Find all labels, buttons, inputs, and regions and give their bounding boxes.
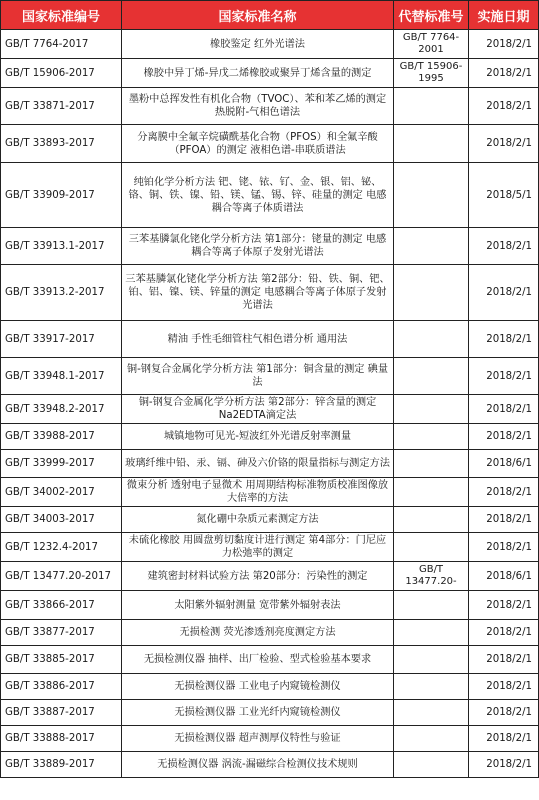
table-row xyxy=(1,533,539,562)
standard-number-cell: GB/T 33889-2017 xyxy=(1,752,122,778)
standard-number-cell: GB/T 33887-2017 xyxy=(1,700,122,726)
replaced-standard-cell xyxy=(394,478,469,507)
standard-number-cell: GB/T 33888-2017 xyxy=(1,726,122,752)
implementation-date-cell: 2018/2/1 xyxy=(469,674,539,700)
header-name: 国家标准名称 xyxy=(122,1,394,30)
standard-name-cell: 橡胶中异丁烯-异戊二烯橡胶或聚异丁烯含量的测定 xyxy=(122,59,394,88)
table-row xyxy=(1,591,539,620)
standard-number-cell: GB/T 33913.2-2017 xyxy=(1,265,122,321)
standard-name-cell: 墨粉中总挥发性有机化合物（TVOC）、苯和苯乙烯的测定 热脱附-气相色谱法 xyxy=(122,88,394,125)
standard-name-cell: 纯铂化学分析方法 钯、铑、铱、钌、金、银、铝、铋、铬、铜、铁、镍、铅、镁、锰、锡、锌、硅量的测定 电感耦合等离子体质谱法 xyxy=(122,163,394,228)
implementation-date-cell: 2018/2/1 xyxy=(469,358,539,395)
standard-number-cell: GB/T 33871-2017 xyxy=(1,88,122,125)
standard-number-cell: GB/T 33877-2017 xyxy=(1,620,122,646)
header-date: 实施日期 xyxy=(469,1,539,30)
implementation-date-cell: 2018/6/1 xyxy=(469,562,539,591)
table-header xyxy=(1,1,539,30)
header-row xyxy=(1,1,539,30)
standard-name-cell: 城镇地物可见光-短波红外光谱反射率测量 xyxy=(122,424,394,450)
table-row xyxy=(1,562,539,591)
standard-name-cell: 橡胶鉴定 红外光谱法 xyxy=(122,30,394,59)
implementation-date-cell: 2018/2/1 xyxy=(469,507,539,533)
standard-name-cell: 分离膜中全氟辛烷磺酰基化合物（PFOS）和全氟辛酸（PFOA）的测定 液相色谱-串联质谱法 xyxy=(122,125,394,163)
standard-number-cell: GB/T 33885-2017 xyxy=(1,646,122,674)
table-row xyxy=(1,424,539,450)
replaced-standard-cell xyxy=(394,163,469,228)
standard-number-cell: GB/T 33917-2017 xyxy=(1,321,122,358)
standard-name-cell: 无损检测仪器 超声测厚仪特性与验证 xyxy=(122,726,394,752)
table-body xyxy=(1,30,539,778)
standard-number-cell: GB/T 34002-2017 xyxy=(1,478,122,507)
standard-number-cell: GB/T 33999-2017 xyxy=(1,450,122,478)
implementation-date-cell: 2018/2/1 xyxy=(469,478,539,507)
standard-name-cell: 太阳紫外辐射测量 宽带紫外辐射表法 xyxy=(122,591,394,620)
implementation-date-cell: 2018/2/1 xyxy=(469,321,539,358)
replaced-standard-cell xyxy=(394,620,469,646)
implementation-date-cell: 2018/2/1 xyxy=(469,591,539,620)
replaced-standard-cell xyxy=(394,228,469,265)
replaced-standard-cell xyxy=(394,424,469,450)
standard-name-cell: 无损检测仪器 工业电子内窥镜检测仪 xyxy=(122,674,394,700)
implementation-date-cell: 2018/2/1 xyxy=(469,646,539,674)
replaced-standard-cell xyxy=(394,125,469,163)
standard-number-cell: GB/T 33913.1-2017 xyxy=(1,228,122,265)
table-row xyxy=(1,59,539,88)
standard-number-cell: GB/T 1232.4-2017 xyxy=(1,533,122,562)
table-row xyxy=(1,358,539,395)
replaced-standard-cell: GB/T 15906-1995 xyxy=(394,59,469,88)
standard-name-cell: 精油 手性毛细管柱气相色谱分析 通用法 xyxy=(122,321,394,358)
header-number: 国家标准编号 xyxy=(1,1,122,30)
standard-name-cell: 三苯基膦氯化铑化学分析方法 第1部分：铑量的测定 电感耦合等离子体原子发射光谱法 xyxy=(122,228,394,265)
table-row xyxy=(1,478,539,507)
table-row xyxy=(1,88,539,125)
implementation-date-cell: 2018/2/1 xyxy=(469,533,539,562)
standard-number-cell: GB/T 7764-2017 xyxy=(1,30,122,59)
replaced-standard-cell: GB/T 13477.20- xyxy=(394,562,469,591)
standard-name-cell: 无损检测仪器 涡流-漏磁综合检测仪技术规则 xyxy=(122,752,394,778)
implementation-date-cell: 2018/2/1 xyxy=(469,424,539,450)
table-row xyxy=(1,507,539,533)
standard-number-cell: GB/T 33893-2017 xyxy=(1,125,122,163)
standard-number-cell: GB/T 13477.20-2017 xyxy=(1,562,122,591)
replaced-standard-cell xyxy=(394,533,469,562)
implementation-date-cell: 2018/2/1 xyxy=(469,395,539,424)
replaced-standard-cell xyxy=(394,450,469,478)
standard-name-cell: 三苯基膦氯化铑化学分析方法 第2部分：铅、铁、铜、钯、铂、铝、镍、镁、锌量的测定 电感耦合等离子体原子发射光谱法 xyxy=(122,265,394,321)
table-row xyxy=(1,752,539,778)
table-row xyxy=(1,646,539,674)
standard-name-cell: 无损检测仪器 工业光纤内窥镜检测仪 xyxy=(122,700,394,726)
standard-number-cell: GB/T 34003-2017 xyxy=(1,507,122,533)
table-row xyxy=(1,674,539,700)
standard-name-cell: 无损检测仪器 抽样、出厂检验、型式检验基本要求 xyxy=(122,646,394,674)
table-row xyxy=(1,321,539,358)
table-row xyxy=(1,620,539,646)
implementation-date-cell: 2018/6/1 xyxy=(469,450,539,478)
implementation-date-cell: 2018/2/1 xyxy=(469,620,539,646)
table-row xyxy=(1,163,539,228)
replaced-standard-cell xyxy=(394,321,469,358)
table-row xyxy=(1,395,539,424)
implementation-date-cell: 2018/2/1 xyxy=(469,752,539,778)
standard-name-cell: 建筑密封材料试验方法 第20部分：污染性的测定 xyxy=(122,562,394,591)
standard-name-cell: 氮化硼中杂质元素测定方法 xyxy=(122,507,394,533)
replaced-standard-cell xyxy=(394,88,469,125)
replaced-standard-cell xyxy=(394,358,469,395)
replaced-standard-cell: GB/T 7764-2001 xyxy=(394,30,469,59)
implementation-date-cell: 2018/2/1 xyxy=(469,125,539,163)
replaced-standard-cell xyxy=(394,507,469,533)
standard-number-cell: GB/T 33866-2017 xyxy=(1,591,122,620)
replaced-standard-cell xyxy=(394,700,469,726)
table-row xyxy=(1,30,539,59)
standard-number-cell: GB/T 33909-2017 xyxy=(1,163,122,228)
header-replaced: 代替标准号 xyxy=(394,1,469,30)
table-row xyxy=(1,265,539,321)
standard-name-cell: 玻璃纤维中铅、汞、镉、砷及六价铬的限量指标与测定方法 xyxy=(122,450,394,478)
table-row xyxy=(1,125,539,163)
implementation-date-cell: 2018/2/1 xyxy=(469,700,539,726)
standard-name-cell: 无损检测 荧光渗透剂亮度测定方法 xyxy=(122,620,394,646)
replaced-standard-cell xyxy=(394,726,469,752)
replaced-standard-cell xyxy=(394,395,469,424)
standard-number-cell: GB/T 33988-2017 xyxy=(1,424,122,450)
implementation-date-cell: 2018/2/1 xyxy=(469,88,539,125)
standard-name-cell: 铜-钢复合金属化学分析方法 第2部分：锌含量的测定 Na2EDTA滴定法 xyxy=(122,395,394,424)
table-row xyxy=(1,228,539,265)
standard-name-cell: 微束分析 透射电子显微术 用周期结构标准物质校准图像放大倍率的方法 xyxy=(122,478,394,507)
implementation-date-cell: 2018/2/1 xyxy=(469,726,539,752)
replaced-standard-cell xyxy=(394,591,469,620)
standard-name-cell: 铜-钢复合金属化学分析方法 第1部分：铜含量的测定 碘量法 xyxy=(122,358,394,395)
replaced-standard-cell xyxy=(394,646,469,674)
implementation-date-cell: 2018/2/1 xyxy=(469,30,539,59)
table-row xyxy=(1,450,539,478)
table-row xyxy=(1,700,539,726)
implementation-date-cell: 2018/2/1 xyxy=(469,265,539,321)
standard-number-cell: GB/T 33948.2-2017 xyxy=(1,395,122,424)
standard-number-cell: GB/T 33886-2017 xyxy=(1,674,122,700)
implementation-date-cell: 2018/2/1 xyxy=(469,59,539,88)
standard-number-cell: GB/T 33948.1-2017 xyxy=(1,358,122,395)
implementation-date-cell: 2018/5/1 xyxy=(469,163,539,228)
replaced-standard-cell xyxy=(394,265,469,321)
implementation-date-cell: 2018/2/1 xyxy=(469,228,539,265)
replaced-standard-cell xyxy=(394,752,469,778)
table-row xyxy=(1,726,539,752)
standard-number-cell: GB/T 15906-2017 xyxy=(1,59,122,88)
replaced-standard-cell xyxy=(394,674,469,700)
standard-name-cell: 未硫化橡胶 用圆盘剪切黏度计进行测定 第4部分：门尼应力松弛率的测定 xyxy=(122,533,394,562)
